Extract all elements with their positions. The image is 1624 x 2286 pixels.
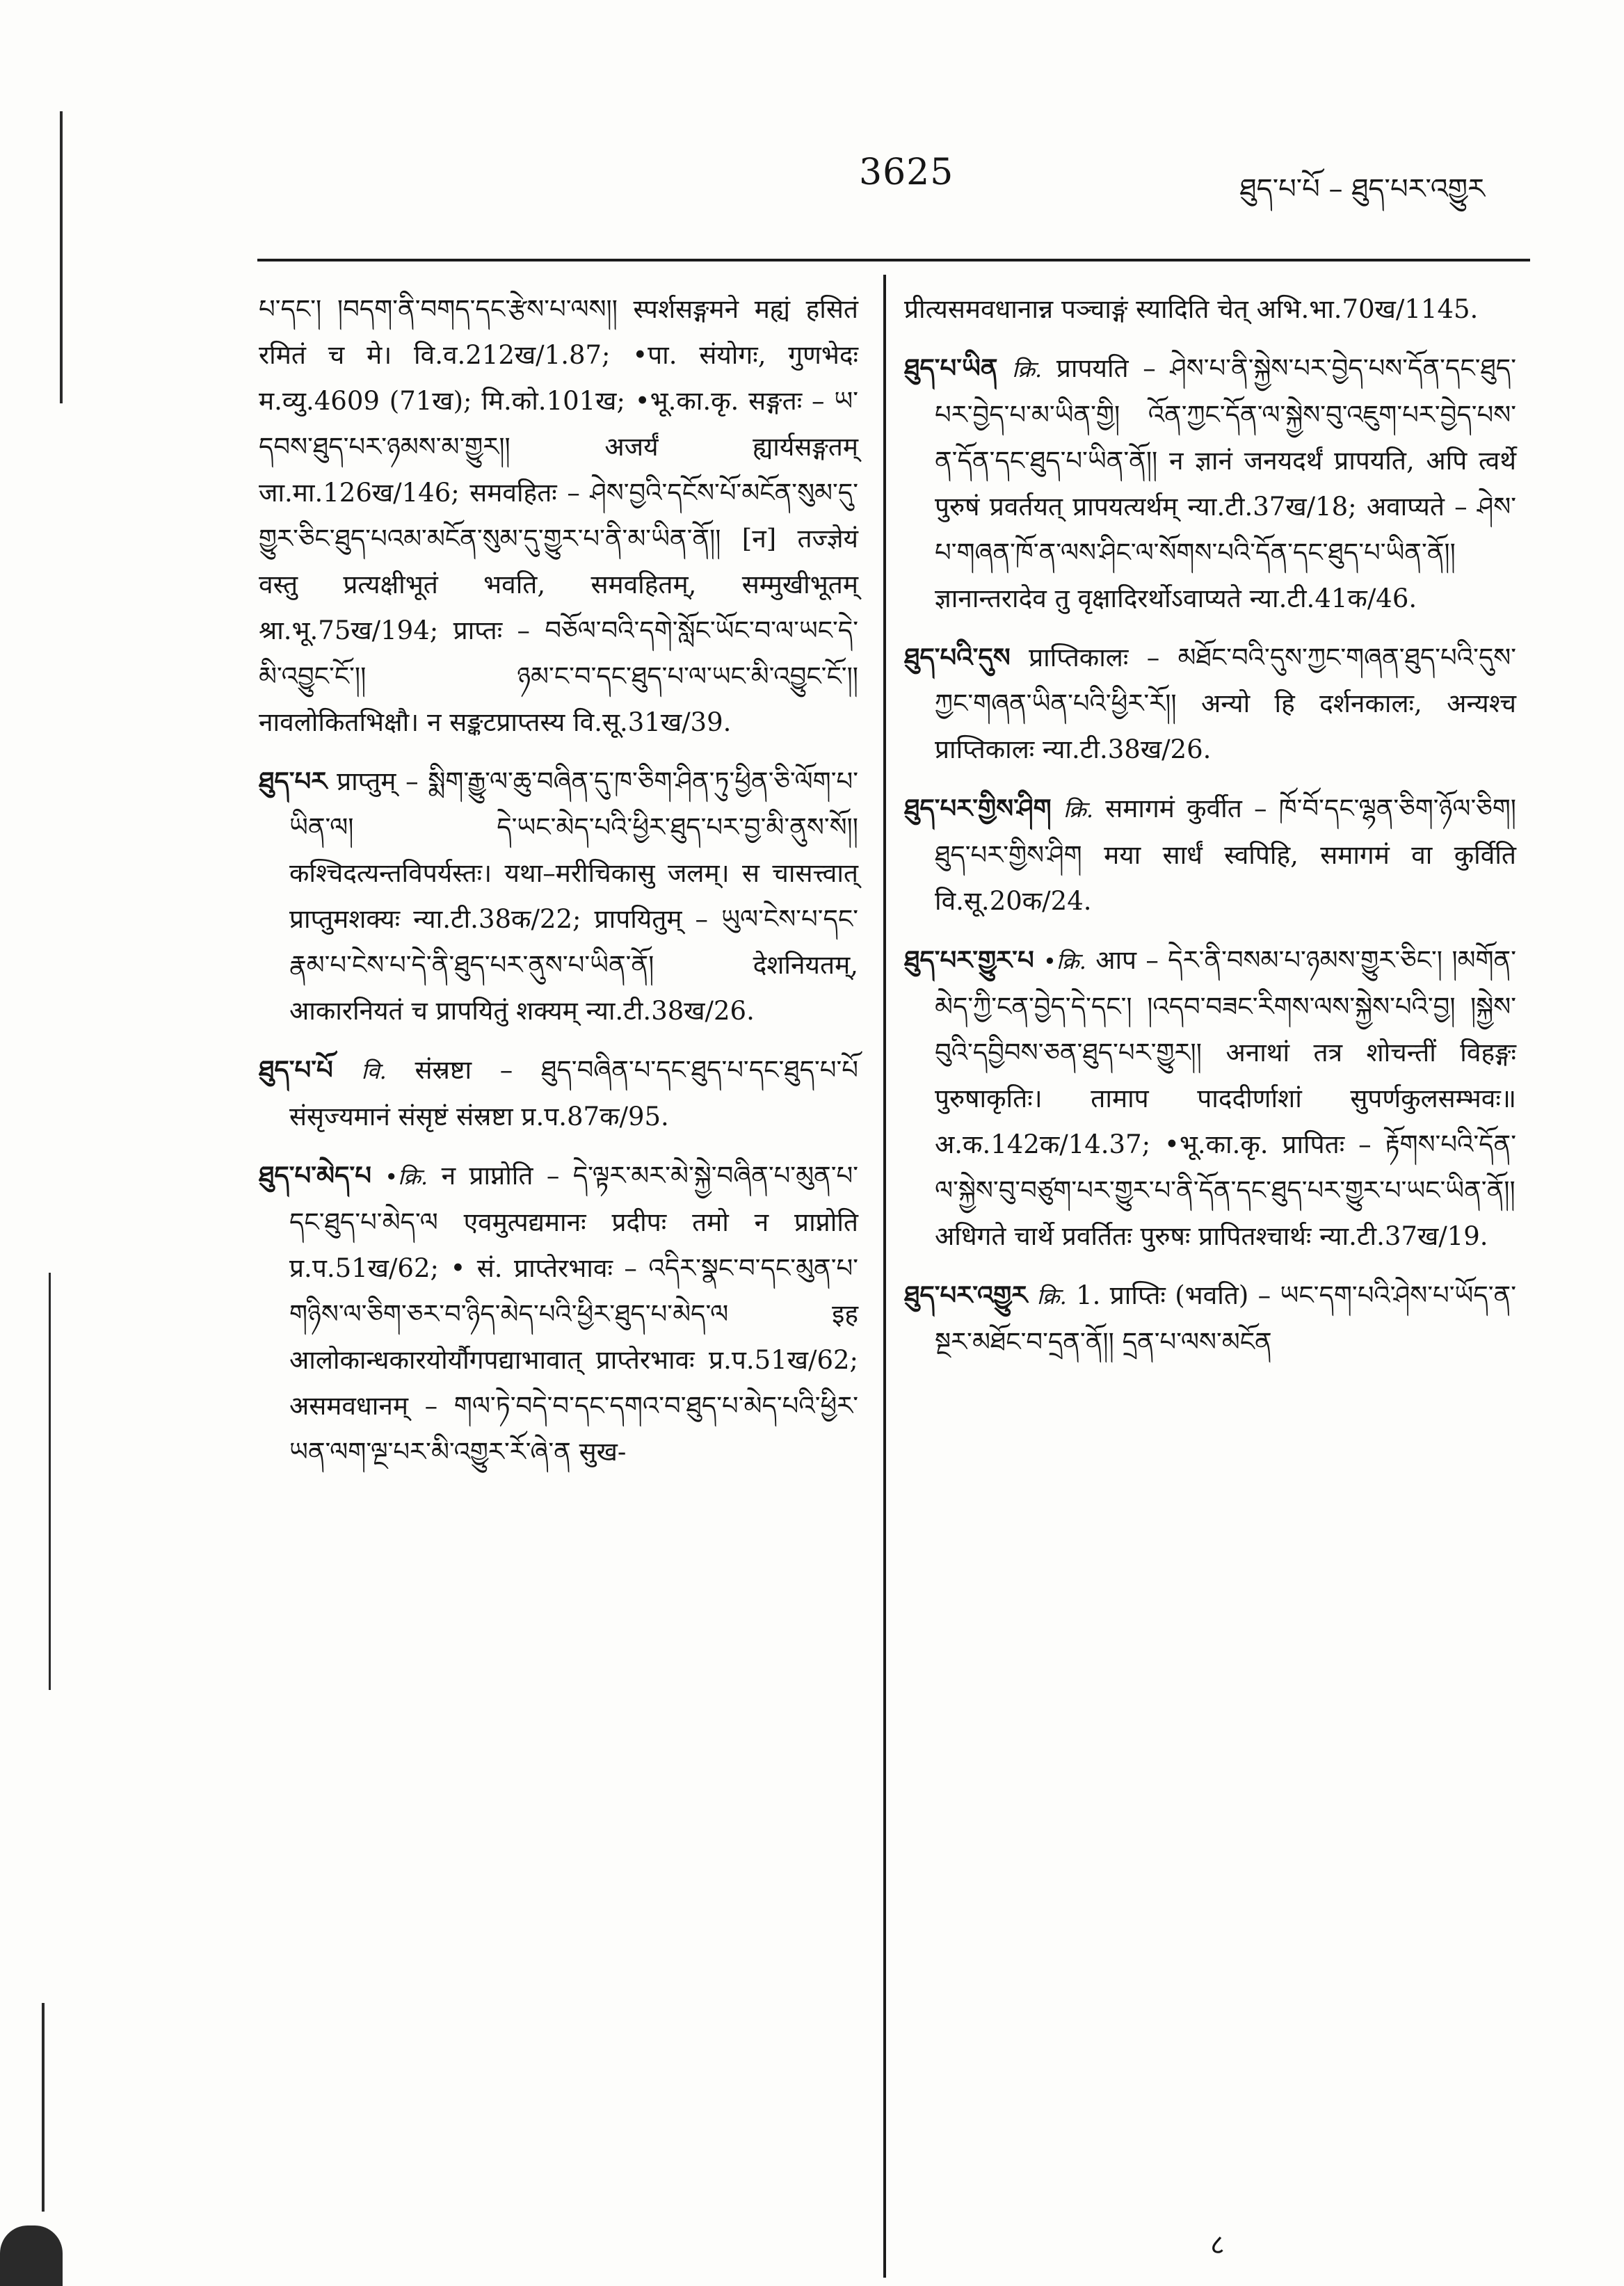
dictionary-entry bbox=[259, 1047, 858, 1140]
entry-grammar: क्रि. bbox=[1063, 796, 1093, 823]
dictionary-entry bbox=[259, 1152, 858, 1475]
dictionary-entry bbox=[259, 287, 858, 746]
entry-headword: ཐུད་པར bbox=[259, 766, 328, 796]
scan-edge-blot bbox=[0, 2225, 63, 2286]
scan-edge-line bbox=[42, 2003, 45, 2212]
entry-text: आप – དེར་ནི་བསམ་པ་ཉམས་གྱུར་ཅིང་། །མགོན་མེད་ཀྱི་ངན་བྱེད་དེ་དང་། །འདབ་བཟང་རིགས་ལས་སྐྱེས་པའི་བྱ། །སྐྱེས་བུའི་དབྱིབས་ཅན་ཐུད་པར་གྱུར།། अनाथां तत्र शोचन्तीं विहङ्गः पुरुषाकृतिः। तामाप पाददीर्णाशां सुपर्णकुलसम्भवः॥ अ.क.142क/14.37; •भू.का.कृ. प्रापितः – རྟོགས་པའི་དོན་ལ་སྐྱེས་བུ་བཙུག་པར་གྱུར་པ་ནི་དོན་དང་ཐུད་པར་གྱུར་པ་ཡང་ཡིན་ནོ།། अधिगते चार्थे प्रवर्तितः पुरुषः प्रापितश्चार्थः न्या.टी.37ख/19. bbox=[935, 945, 1517, 1251]
entry-grammar: क्रि. bbox=[1036, 1283, 1067, 1310]
entry-grammar: •क्रि. bbox=[1043, 948, 1086, 974]
entry-text: प्राप्तुम् – སྨིག་རྒྱུ་ལ་ཆུ་བཞིན་དུ་ཁ་ཅིག་ཤིན་ཏུ་ཕྱིན་ཅི་ལོག་པ་ཡིན་ལ། དེ་ཡང་མེད་པའི་ཕྱིར་ཐུད་པར་བྱ་མི་ནུས་སོ།། कश्चिदत्यन्तविपर्यस्तः। यथा–मरीचिकासु जलम्। स चासत्त्वात् प्राप्तुमशक्यः न्या.टी.38क/22; प्रापयितुम् – ཡུལ་ངེས་པ་དང་རྣམ་པ་ངེས་པ་དེ་ནི་ཐུད་པར་ནུས་པ་ཡིན་ནོ། देशनियतम्, आकारनियतं च प्रापयितुं शक्यम् न्या.टी.38ख/26. bbox=[289, 766, 858, 1026]
entry-text: प्राप्तिकालः – མཐོང་བའི་དུས་ཀྱང་གཞན་ཐུད་པའི་དུས་ཀྱང་གཞན་ཡིན་པའི་ཕྱིར་རོ།། अन्यो हि दर्शनकालः, अन्यश्च प्राप्तिकालः न्या.टी.38ख/26. bbox=[935, 643, 1517, 764]
header-rule bbox=[257, 259, 1530, 261]
entry-headword: ཐུད་པར་འགྱུར bbox=[904, 1280, 1028, 1310]
entry-text: 1. प्राप्तिः (भवति) – ཡང་དག་པའི་ཤེས་པ་ཡོད་ན་སྔར་མཐོང་བ་དྲན་ནོ།། དྲན་པ་ལས་མངོན bbox=[935, 1280, 1516, 1357]
right-column bbox=[904, 287, 1516, 1378]
left-column bbox=[259, 287, 858, 1488]
entry-text: समागमं कुर्वीत – ཁོ་བོ་དང་ལྷན་ཅིག་ཉོལ་ཅིག། ཐུད་པར་གྱིས་ཤིག मया सार्धं स्वपिहि, समागमं वा कुर्विति वि.सू.20क/24. bbox=[935, 794, 1517, 916]
dictionary-entry bbox=[904, 785, 1516, 924]
running-head: ཐུད་པ་པོ – ཐུད་པར་འགྱུར bbox=[1239, 173, 1485, 205]
entry-grammar: क्रि. bbox=[1012, 356, 1043, 383]
entry-text: པ་དང་། །བདག་ནི་བགད་དང་རྩེས་པ་ལས།། स्पर्शसङ्गमने मह्यं हसितं रमितं च मे। वि.व.212ख/1.87; •पा. संयोगः, गुणभेदः म.व्यु.4609 (71ख); मि.को.101ख; •भू.का.कृ. सङ्गतः – ཡ་དབས་ཐུད་པར་ཉམས་མ་གྱུར།། अजर्यं ह्यार्यसङ्गतम् जा.मा.126ख/146; समवहितः – ཤེས་བྱའི་དངོས་པོ་མངོན་སུམ་དུ་གྱུར་ཅིང་ཐུད་པའམ་མངོན་སུམ་དུ་གྱུར་པ་ནི་མ་ཡིན་ནོ།། [न] तज्ज्ञेयं वस्तु प्रत्यक्षीभूतं भवति, समवहितम्, सम्मुखीभूतम् श्रा.भू.75ख/194; प्राप्तः – བཅོལ་བའི་དགེ་སློང་ཡོང་བ་ལ་ཡང་དེ་མི་འབྱུང་ངོ་།། ཉམ་ང་བ་དང་ཐུད་པ་ལ་ཡང་མི་འབྱུང་ངོ་།། नावलोकितभिक्षौ। न सङ्कटप्राप्तस्य वि.सू.31ख/39. bbox=[259, 294, 858, 737]
entry-text: संस्रष्टा – ཐུད་བཞིན་པ་དང་ཐུད་པ་དང་ཐུད་པ་པོ संसृज्यमानं संसृष्टं संस्रष्टा प्र.प.87क/95. bbox=[289, 1055, 858, 1132]
entry-text: प्रापयति – ཤེས་པ་ནི་སྐྱེས་པར་བྱེད་པས་དོན་དང་ཐུད་པར་བྱེད་པ་མ་ཡིན་གྱི། འོན་ཀྱང་དོན་ལ་སྐྱེས་བུ་འཇུག་པར་བྱེད་པས་ན་དོན་དང་ཐུད་པ་ཡིན་ནོ།། न ज्ञानं जनयदर्थं प्रापयति, अपि त्वर्थे पुरुषं प्रवर्तयत् प्रापयत्यर्थम् न्या.टी.37ख/18; अवाप्यते – ཤེས་པ་གཞན་ཁོ་ན་ལས་ཤིང་ལ་སོགས་པའི་དོན་དང་ཐུད་པ་ཡིན་ནོ།། ज्ञानान्तरादेव तु वृक्षादिरर्थोऽवाप्यते न्या.टी.41क/46. bbox=[935, 353, 1517, 613]
entry-text: न प्राप्नोति – དེ་ལྟར་མར་མེ་སྐྱེ་བཞིན་པ་མུན་པ་དང་ཐུད་པ་མེད་ལ एवमुत्पद्यमानः प्रदीपः तमो न प्राप्नोति प्र.प.51ख/62; • सं. प्राप्तेरभावः – འདིར་སྣང་བ་དང་མུན་པ་གཉིས་ལ་ཅིག་ཅར་བ་ཉིད་མེད་པའི་ཕྱིར་ཐུད་པ་མེད་ལ इह आलोकान्धकारयोर्यौगपद्याभावात् प्राप्तेरभावः प्र.प.51ख/62; असमवधानम् – གལ་ཏེ་བདེ་བ་དང་དགའ་བ་ཐུད་པ་མེད་པའི་ཕྱིར་ཡན་ལག་ལྔ་པར་མི་འགྱུར་རོ་ཞེ་ན सुख- bbox=[289, 1161, 858, 1467]
entry-headword: ཐུད་པ་པོ bbox=[259, 1054, 333, 1085]
dictionary-entry bbox=[904, 1272, 1516, 1365]
dictionary-entry bbox=[904, 937, 1516, 1259]
entry-grammar: •क्रि. bbox=[385, 1164, 428, 1190]
footer-glyph: ८ bbox=[1210, 2229, 1225, 2261]
entry-headword: ཐུད་པ་ཡིན bbox=[904, 353, 998, 383]
dictionary-entry bbox=[904, 345, 1516, 622]
page-number: 3625 bbox=[859, 152, 954, 193]
scan-edge-line bbox=[49, 1273, 51, 1690]
dictionary-entry bbox=[904, 287, 1516, 332]
entry-headword: ཐུད་པར་གྱིས་ཤིག bbox=[904, 793, 1052, 823]
entry-headword: ཐུད་པར་གྱུར་པ bbox=[904, 944, 1034, 975]
entry-headword: ཐུད་པའི་དུས bbox=[904, 642, 1011, 673]
entry-headword: ཐུད་པ་མེད་པ bbox=[259, 1160, 371, 1191]
scan-edge-line bbox=[60, 111, 63, 403]
entry-text: प्रीत्यसमवधानान्न पञ्चाङ्गं स्यादिति चेत् अभि.भा.70ख/1145. bbox=[904, 294, 1479, 324]
dictionary-entry bbox=[904, 634, 1516, 773]
entry-grammar: वि. bbox=[361, 1058, 387, 1084]
column-divider bbox=[883, 275, 886, 2278]
dictionary-entry bbox=[259, 758, 858, 1034]
